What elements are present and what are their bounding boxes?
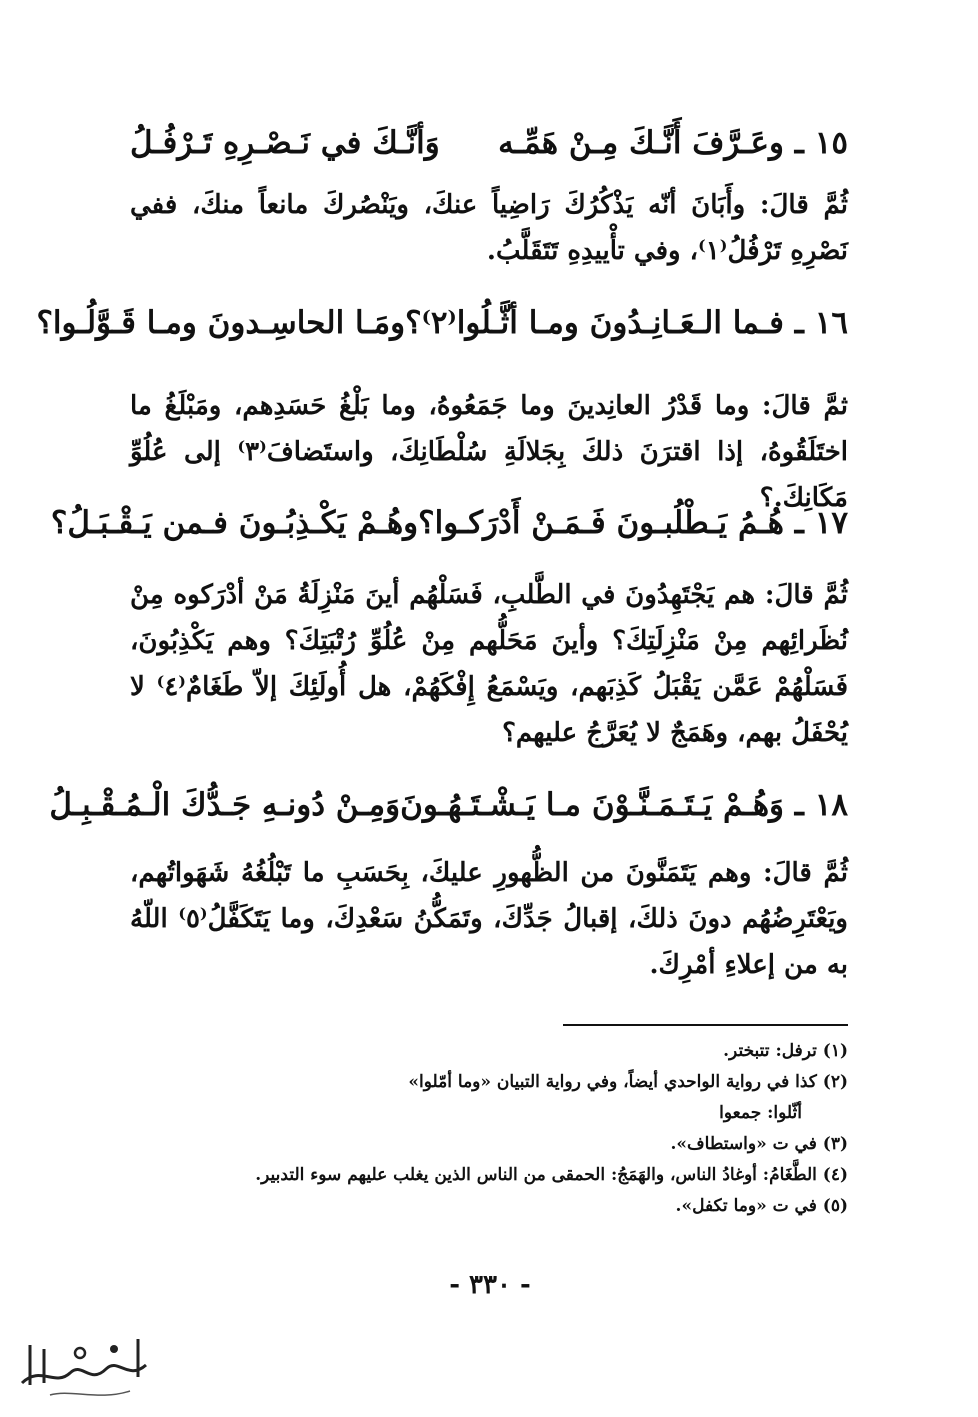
footnote-5: (٥) في ت «وما تكفل». [675,1196,848,1216]
verse-second-hemistich: وهُـمْ يَكْـذِبُـونَ فـمن يَـقْـبَـلُ؟ [50,505,419,541]
verse-second-hemistich: وَأنَّـكَ في نَـصْـرِهِ تَـرْفُـلُ [130,125,440,161]
verse-first-hemistich: ١٥ ـ وعَـرَّفَ أَنَّـكَ مِـنْ هَمِّـه [498,125,848,161]
verse-number: ١٥ [814,125,848,161]
page-number: - ٣٣٠ - [449,1270,531,1300]
verse-second-hemistich: ومَـا الحاسِـدونَ ومـا قَـوَّلُـوا؟ [36,305,406,341]
commentary-17: ثُمَّ قالَ: هم يَجْتَهِدُونَ في الطَّلبِ، فَسَلْهُم أينَ مَنْزِلَةُ مَنْ أدْرَكوه مِنْ نُظَرائِهم مِنْ مَنْزِلَتِكَ؟ وأينَ مَحَلُّهم مِنْ عُلُوِّ رُتْبَتِكَ؟ وهم يَكْذِبُونَ، فَسَلْهُمْ عَمَّن يَقْبَلُ كَذِبَهم، ويَسْمَعُ إِفْكَهُمْ، هل أُولَئِكَ إلاّ طَغَامٌ⁽٤⁾ لا يُحْفَلُ بهم، وهَمَجٌ لا يُعَرَّجُ عليهم؟ [130,580,849,748]
verse-16 [36,303,848,343]
verse-number: ١٨ [814,787,848,823]
verse-18 [49,785,848,825]
verse-number: ١٦ [814,305,848,341]
footnotes [130,1036,848,1222]
verse-first-hemistich: ١٧ ـ هُـمُ يَـطْلُبـونَ فَـمَـنْ أَدْرَكـوا؟ [418,505,848,541]
commentary-15: ثُمَّ قالَ: وأَبَانَ أنّه يَذْكُرُكَ رَاضِياً عنكَ، ويَنْصُركَ مانعاً منكَ، ففي نَصْرِهِ تَرْفُلُ⁽١⁾، وفي تأْييدِهِ تَتَقَلَّبُ. [130,190,848,266]
verse-first-hemistich: ١٨ ـ وَهُـمْ يَـتَـمَـنَّـوْنَ مـا يَـشْـتَـهُـونَ [400,787,848,823]
verse-15 [130,123,848,163]
verse-first-text: هُـمُ يَـطْلُبـونَ فَـمَـنْ أَدْرَكـوا؟ [418,505,785,541]
footnote-divider [563,1024,848,1026]
calligraphy-seal-logo [10,1325,160,1405]
verse-first-text: فـما الـعَـانِـدُونَ ومـا أثَّـلُوا⁽٢⁾؟ [405,305,785,341]
verse-first-text: وعَـرَّفَ أَنَّـكَ مِـنْ هَمِّـه [498,125,785,161]
footnote-4: (٤) الطَّغَامُ: أوغادُ الناس، والهَمَجُ: الحمقى من الناس الذين يغلب عليهم سوء التدبير. [255,1165,848,1185]
footnote-2: (٢) كذا في رواية الواحدي أيضاً، وفي رواية التبيان «وما أمّلوا» [408,1072,848,1092]
verse-first-hemistich: ١٦ ـ فـما الـعَـانِـدُونَ ومـا أثَّـلُوا⁽٢⁾؟ [405,305,848,341]
verse-first-text: وَهُـمْ يَـتَـمَـنَّـوْنَ مـا يَـشْـتَـهُـونَ [400,787,785,823]
footnote-2-continuation: أثّلوا: جمعوا [719,1103,802,1123]
footnote-3: (٣) في ت «واستطاف». [670,1134,848,1154]
commentary-16: ثمَّ قالَ: وما قَدْرُ العانِدينَ وما جَمَعُوهُ، وما بَلْغُ حَسَدِهم، ومَبْلَغُ ما اختَلَقُوهُ، إذا اقترَنَ ذلكَ بِجَلالَةِ سُلْطَانِكَ، واستَضافَ⁽٣⁾ إلى عُلُوِّ مَكَانِكَ.؟ [130,391,849,513]
verse-second-hemistich: وَمِـنْ دُونـهِ جَـدُّكَ الْـمُـقْـبِـلُ [49,787,401,823]
verse-number: ١٧ [814,505,848,541]
verse-17 [50,503,848,543]
footnote-1: (١) ترفل: تتبختر. [723,1041,848,1061]
commentary-18: ثُمَّ قالَ: وهم يَتَمَنَّونَ من الظُّهورِ عليكَ، بِحَسَبِ ما تَبْلُغُهُ شَهَواتُهم، ويَعْتَرِضُهُم دونَ ذلكَ، إقبالُ جَدِّكَ، وتَمَكُّنُ سَعْدِكَ، وما يَتَكَفَّلُ⁽٥⁾ اللّهُ به من إعلاءِ أمْرِكَ. [130,858,848,980]
